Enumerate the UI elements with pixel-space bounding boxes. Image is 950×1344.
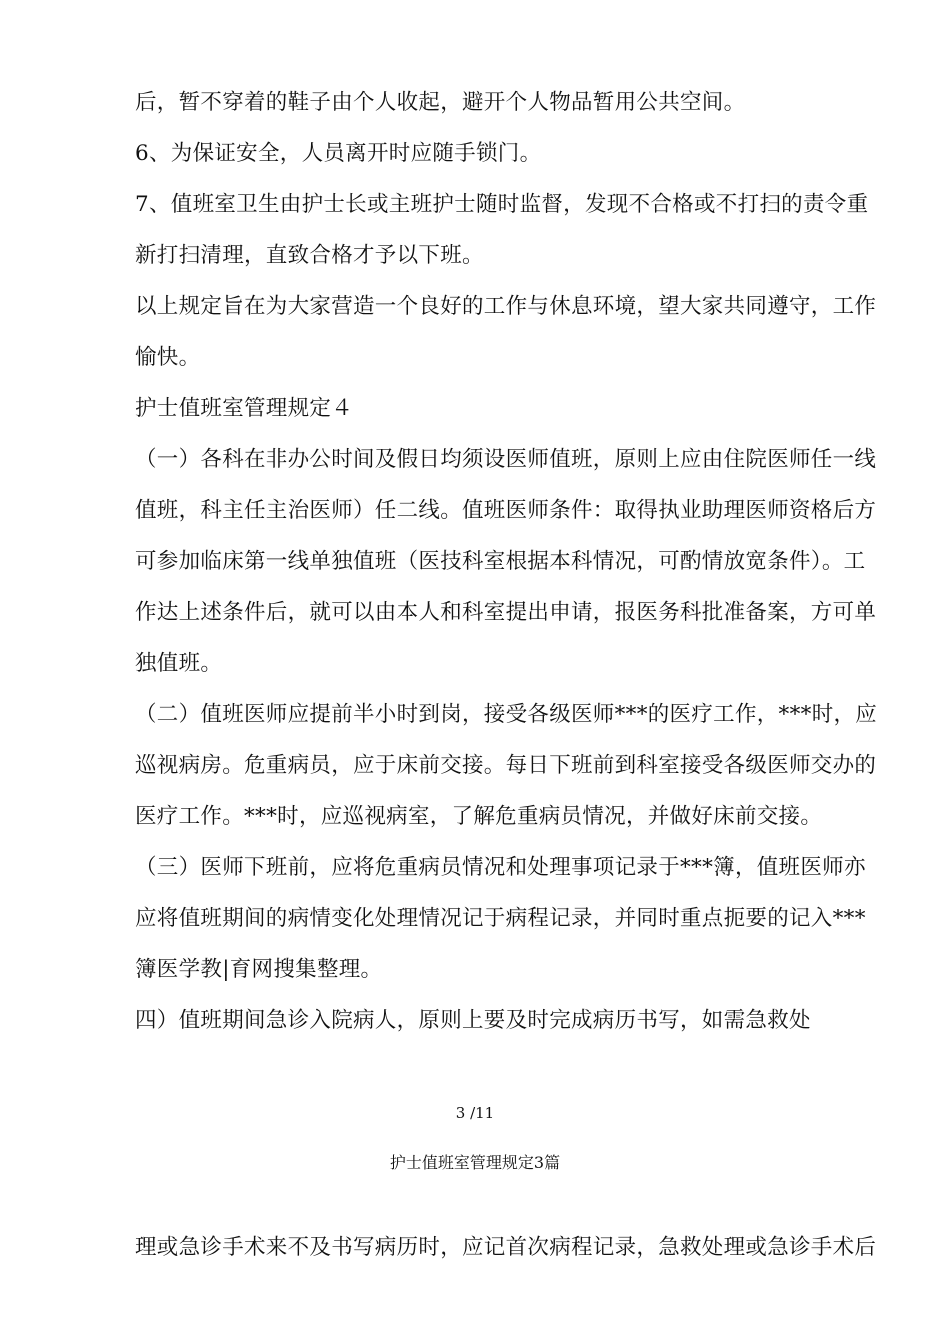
section-heading: 护士值班室管理规定４ — [135, 396, 354, 421]
body-line: 四）值班期间急诊入院病人，原则上要及时完成病历书写，如需急救处 — [135, 1008, 811, 1033]
body-line: 值班，科主任主治医师）任二线。值班医师条件：取得执业助理医师资格后方 — [135, 498, 877, 523]
body-line: 巡视病房。危重病员，应于床前交接。每日下班前到科室接受各级医师交办的 — [135, 753, 877, 778]
continuation-line: 理或急诊手术来不及书写病历时，应记首次病程记录，急救处理或急诊手术后 — [135, 1235, 877, 1260]
page-number: 3 /11 — [455, 1104, 495, 1122]
body-line: 应将值班期间的病情变化处理情况记于病程记录，并同时重点扼要的记入*** — [135, 906, 866, 931]
body-line: 以上规定旨在为大家营造一个良好的工作与休息环境，望大家共同遵守，工作 — [135, 294, 877, 319]
body-line: 簿医学教|育网搜集整理。 — [135, 957, 383, 982]
body-line: 作达上述条件后，就可以由本人和科室提出申请，报医务科批准备案，方可单 — [135, 600, 877, 625]
body-line: 后，暂不穿着的鞋子由个人收起，避开个人物品暂用公共空间。 — [135, 90, 746, 115]
body-line: 可参加临床第一线单独值班（医技科室根据本科情况，可酌情放宽条件）。工 — [135, 549, 866, 574]
body-line: 新打扫清理，直致合格才予以下班。 — [135, 243, 484, 268]
body-line: 7、值班室卫生由护士长或主班护士随时监督，发现不合格或不打扫的责令重 — [135, 192, 869, 217]
body-line: 6、为保证安全，人员离开时应随手锁门。 — [135, 141, 542, 166]
body-line: 独值班。 — [135, 651, 223, 676]
body-line: （一）各科在非办公时间及假日均须设医师值班，原则上应由住院医师任一线 — [135, 447, 877, 472]
body-line: （三）医师下班前，应将危重病员情况和处理事项记录于***簿，值班医师亦 — [135, 855, 866, 880]
body-line: （二）值班医师应提前半小时到岗，接受各级医师***的医疗工作，***时，应 — [135, 702, 878, 727]
body-line: 愉快。 — [135, 345, 201, 370]
body-line: 医疗工作。***时，应巡视病室，了解危重病员情况，并做好床前交接。 — [135, 804, 823, 829]
running-title: 护士值班室管理规定3篇 — [389, 1153, 561, 1172]
